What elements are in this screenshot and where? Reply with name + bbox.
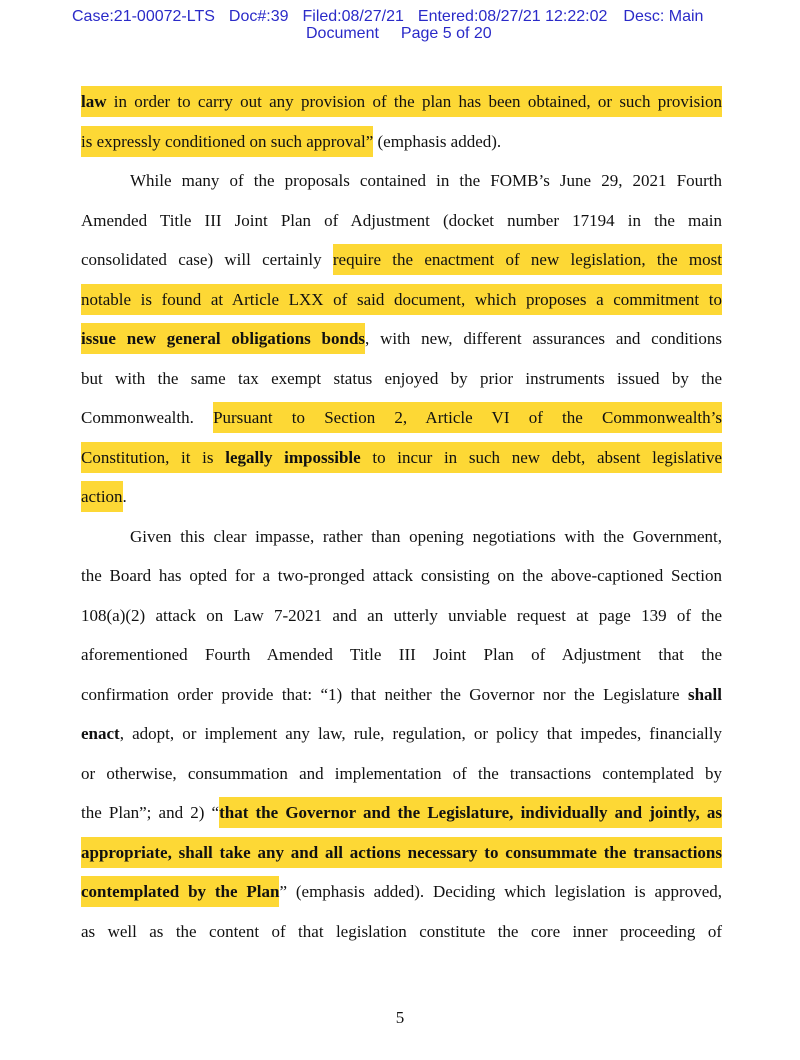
plain-text: confirmation order provide that: “1) that neither the Governor nor the Legislature [81, 684, 688, 704]
text-line: While many of the proposals contained in the FOMB’s June 29, 2021 Fourth [130, 171, 722, 190]
text-line [81, 319, 722, 359]
document-label: Document [306, 25, 379, 42]
bold-highlight: legally impossible [225, 447, 361, 467]
header-line-2 [306, 25, 492, 42]
text-line: the Board has opted for a two-pronged attack consisting on the above-captioned Section [81, 566, 722, 585]
page-number: 5 [395, 1008, 405, 1027]
text-line: as well as the content of that legislation constitute the core inner proceeding of [81, 921, 722, 941]
text-line [81, 793, 722, 833]
text-line: 108(a)(2) attack on Law 7-2021 and an utterly unviable request at page 139 of the [81, 605, 722, 625]
text-line [81, 714, 722, 754]
description: Desc: Main [623, 8, 704, 25]
highlighted-text: require the enactment of new legislation, the most [333, 244, 722, 275]
text-line [81, 438, 722, 478]
plain-text: (emphasis added). [373, 131, 502, 151]
plain-text: . [122, 487, 127, 506]
plain-text: the Plan”; and 2) “ [81, 803, 220, 822]
header-line-1 [72, 8, 703, 25]
filed-date: Filed:08/27/21 [302, 8, 404, 25]
highlighted-text: to incur in such new debt, absent legislative [360, 447, 722, 467]
highlighted-text: in order to carry out any provision of the plan has been obtained, or such provision [106, 92, 722, 111]
bold-highlight: issue new general obligations bonds [81, 329, 366, 348]
text-line [81, 82, 722, 122]
highlighted-text: is expressly conditioned on such approval” [81, 126, 373, 157]
bold-text: shall [687, 684, 722, 704]
text-line: or otherwise, consummation and implementation of the transactions contemplated by [81, 763, 722, 783]
highlighted-text: Pursuant to Section 2, Article VI of the Commonwealth’s [213, 402, 722, 433]
text-line [81, 477, 722, 517]
highlighted-text: action [81, 481, 123, 512]
plain-text: consolidated case) will certainly [81, 250, 333, 269]
text-line: aforementioned Fourth Amended Title III Joint Plan of Adjustment that the [81, 645, 722, 664]
text-line [81, 675, 722, 715]
bold-highlight: appropriate, shall take any and all actions necessary to consummate the transactions [81, 842, 722, 862]
case-number: Case:21-00072-LTS [72, 8, 215, 25]
plain-text: ” (emphasis added). Deciding which legislation is approved, [279, 882, 722, 901]
highlighted-text: notable is found at Article LXX of said document, which proposes a commitment to [81, 284, 722, 315]
page-indicator: Page 5 of 20 [400, 25, 492, 42]
text-line [81, 398, 722, 438]
text-line [81, 872, 722, 912]
entered-date: Entered:08/27/21 12:22:02 [417, 8, 608, 25]
plain-text: Commonwealth. [81, 408, 214, 427]
bold-highlight: law [81, 92, 107, 111]
document-body [81, 82, 722, 951]
text-line [81, 122, 722, 162]
text-line [81, 833, 722, 873]
doc-number: Doc#:39 [228, 8, 289, 25]
bold-highlight: that the Governor and the Legislature, individually and jointly, as [219, 803, 722, 822]
text-line [81, 240, 722, 280]
plain-text: , with new, different assurances and conditions [365, 329, 722, 348]
bold-highlight: contemplated by the Plan [81, 882, 280, 901]
bold-text: enact [81, 724, 120, 743]
text-line: Amended Title III Joint Plan of Adjustment (docket number 17194 in the main [81, 210, 722, 230]
text-line [81, 280, 722, 320]
plain-text: , adopt, or implement any law, rule, regulation, or policy that impedes, financially [119, 724, 722, 743]
text-line: but with the same tax exempt status enjoyed by prior instruments issued by the [81, 368, 722, 388]
highlighted-text: Constitution, it is [81, 447, 226, 467]
text-line: Given this clear impasse, rather than opening negotiations with the Government, [130, 526, 722, 546]
